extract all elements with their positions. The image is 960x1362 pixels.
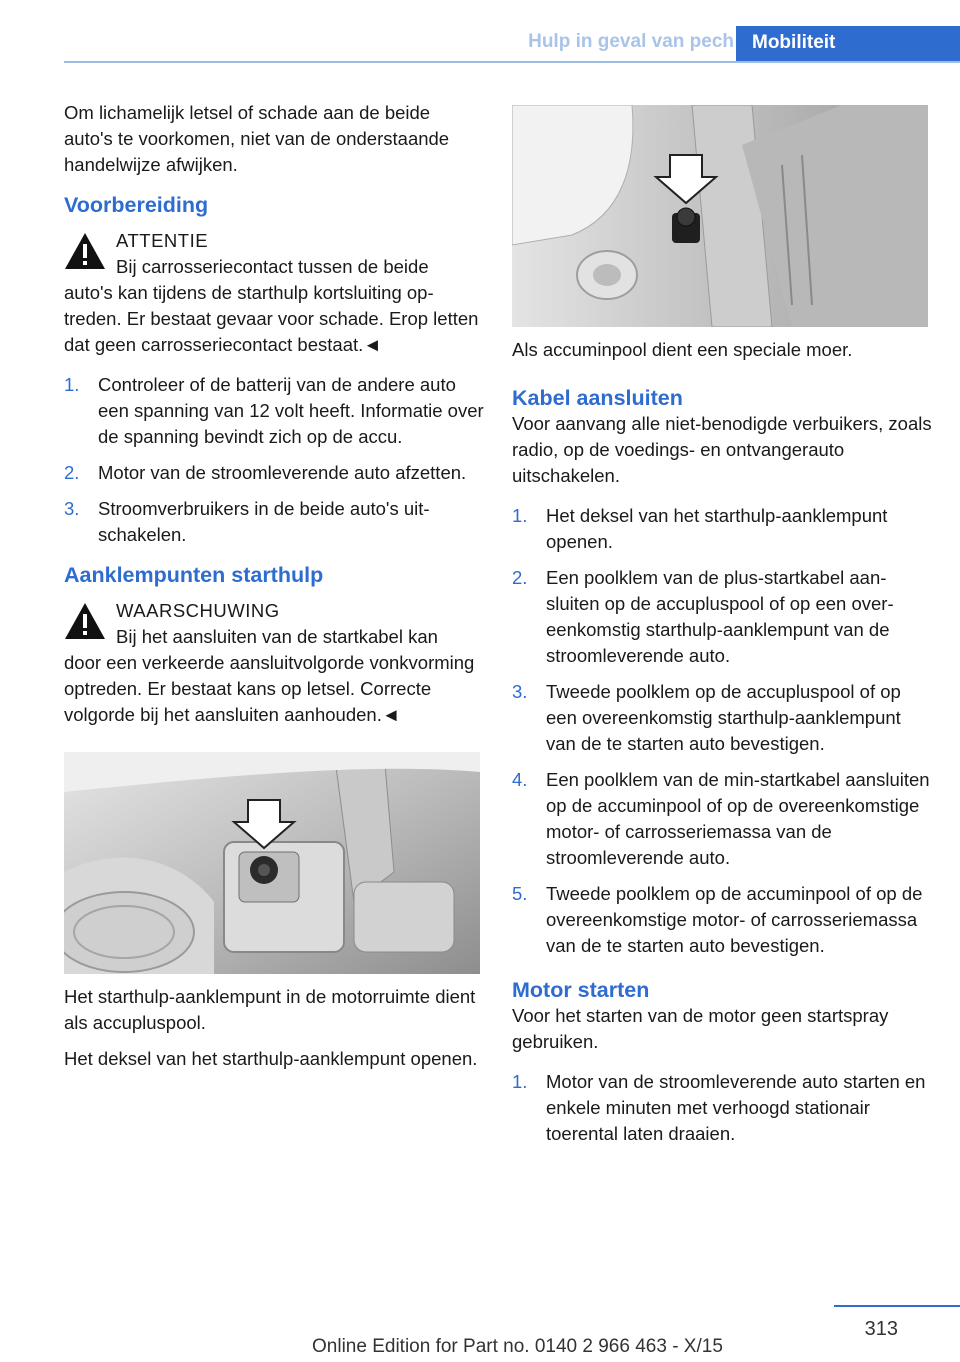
right-column <box>512 105 932 1157</box>
chapter-tab[interactable]: Mobiliteit <box>736 26 960 62</box>
intro-paragraph: Om lichamelijk letsel of schade aan de beide auto's te voorkomen, niet van de onderstaande handelwijze afwijken. <box>64 102 450 175</box>
heading-kabel-aansluiten: Kabel aansluiten <box>512 386 683 410</box>
header-rule <box>64 61 960 63</box>
warning-title: ATTENTIE <box>116 230 209 251</box>
photo-caption-3: Als accuminpool dient een speciale moer. <box>512 339 853 360</box>
left-column <box>64 100 484 1082</box>
warning-block-attentie <box>64 228 484 358</box>
page-number: 313 <box>864 1318 898 1340</box>
heading-motor-starten: Motor starten <box>512 978 650 1002</box>
warning-triangle-icon <box>64 602 106 640</box>
heading-aanklempunten: Aanklempunten starthulp <box>64 563 324 587</box>
kabel-intro: Voor aanvang alle niet-benodigde verbuikers, zoals radio, op de voedings- en ontvangerauto uitschakelen. <box>512 413 932 486</box>
page-header <box>0 0 960 64</box>
list-item: 2. Motor van de stroomleverende auto afzetten. <box>64 462 467 483</box>
edition-note: Online Edition for Part no. 0140 2 966 463 - X/15 <box>312 1336 723 1357</box>
preparation-steps <box>64 372 484 548</box>
photo-caption-2: Het deksel van het starthulp-aanklempunt openen. <box>64 1048 478 1069</box>
cable-steps <box>512 503 932 959</box>
warning-text: auto's kan tijdens de starthulp kortsluiting optreden. Er bestaat gevaar voor schade. Erop letten dat geen carrosseriecontact bestaat.◄ <box>64 282 479 355</box>
motor-intro: Voor het starten van de motor geen startspray gebruiken. <box>512 1005 889 1052</box>
warning-text-line: Bij carrosseriecontact tussen de beide <box>116 256 429 277</box>
list-item: 3. Stroomverbruikers in de beide auto's uitschakelen. <box>64 498 430 545</box>
photo-caption-1: Het starthulp-aanklempunt in de motorruimte dient als accupluspool. <box>64 986 476 1033</box>
start-steps <box>512 1069 932 1147</box>
list-item: 5. Tweede poolklem op de accuminpool of op de overeenkomstige motor- of carrosseriemassa van de te starten auto bevestigen. <box>512 883 923 956</box>
list-item: 1. Motor van de stroomleverende auto starten en enkele minuten met verhoogd stationair toerental laten draaien. <box>512 1071 926 1144</box>
warning-block-waarschuwing <box>64 598 484 728</box>
footer-rule <box>834 1305 960 1307</box>
negative-terminal-photo <box>512 105 928 327</box>
heading-voorbereiding: Voorbereiding <box>64 193 209 217</box>
engine-bay-photo <box>64 752 480 974</box>
list-item: 2. Een poolklem van de plus-startkabel aansluiten op de accupluspool of op een overeenkomstig starthulp-aanklempunt van de stroomleverende auto. <box>512 567 894 666</box>
list-item: 4. Een poolklem van de min-startkabel aansluiten op de accuminpool of op de overeenkomstige motor- of carrosseriemassa van de stroomleverende auto. <box>512 769 930 868</box>
warning-title: WAARSCHUWING <box>116 600 280 621</box>
warning-triangle-icon <box>64 232 106 270</box>
list-item: 1. Het deksel van het starthulp-aanklempunt openen. <box>512 505 888 552</box>
list-item: 3. Tweede poolklem op de accupluspool of op een overeenkomstig starthulp-aanklempunt van de te starten auto bevestigen. <box>512 681 901 754</box>
section-title: Hulp in geval van pech <box>528 31 734 52</box>
warning-text: door een verkeerde aansluitvolgorde vonkvorming optreden. Er bestaat kans op letsel. Correcte volgorde bij het aansluiten aanhouden.◄ <box>64 652 475 725</box>
list-item: 1. Controleer of de batterij van de andere auto een spanning van 12 volt heeft. Informatie over de spanning bevindt zich op de accu. <box>64 374 484 447</box>
warning-text-line: Bij het aansluiten van de startkabel kan <box>116 626 438 647</box>
